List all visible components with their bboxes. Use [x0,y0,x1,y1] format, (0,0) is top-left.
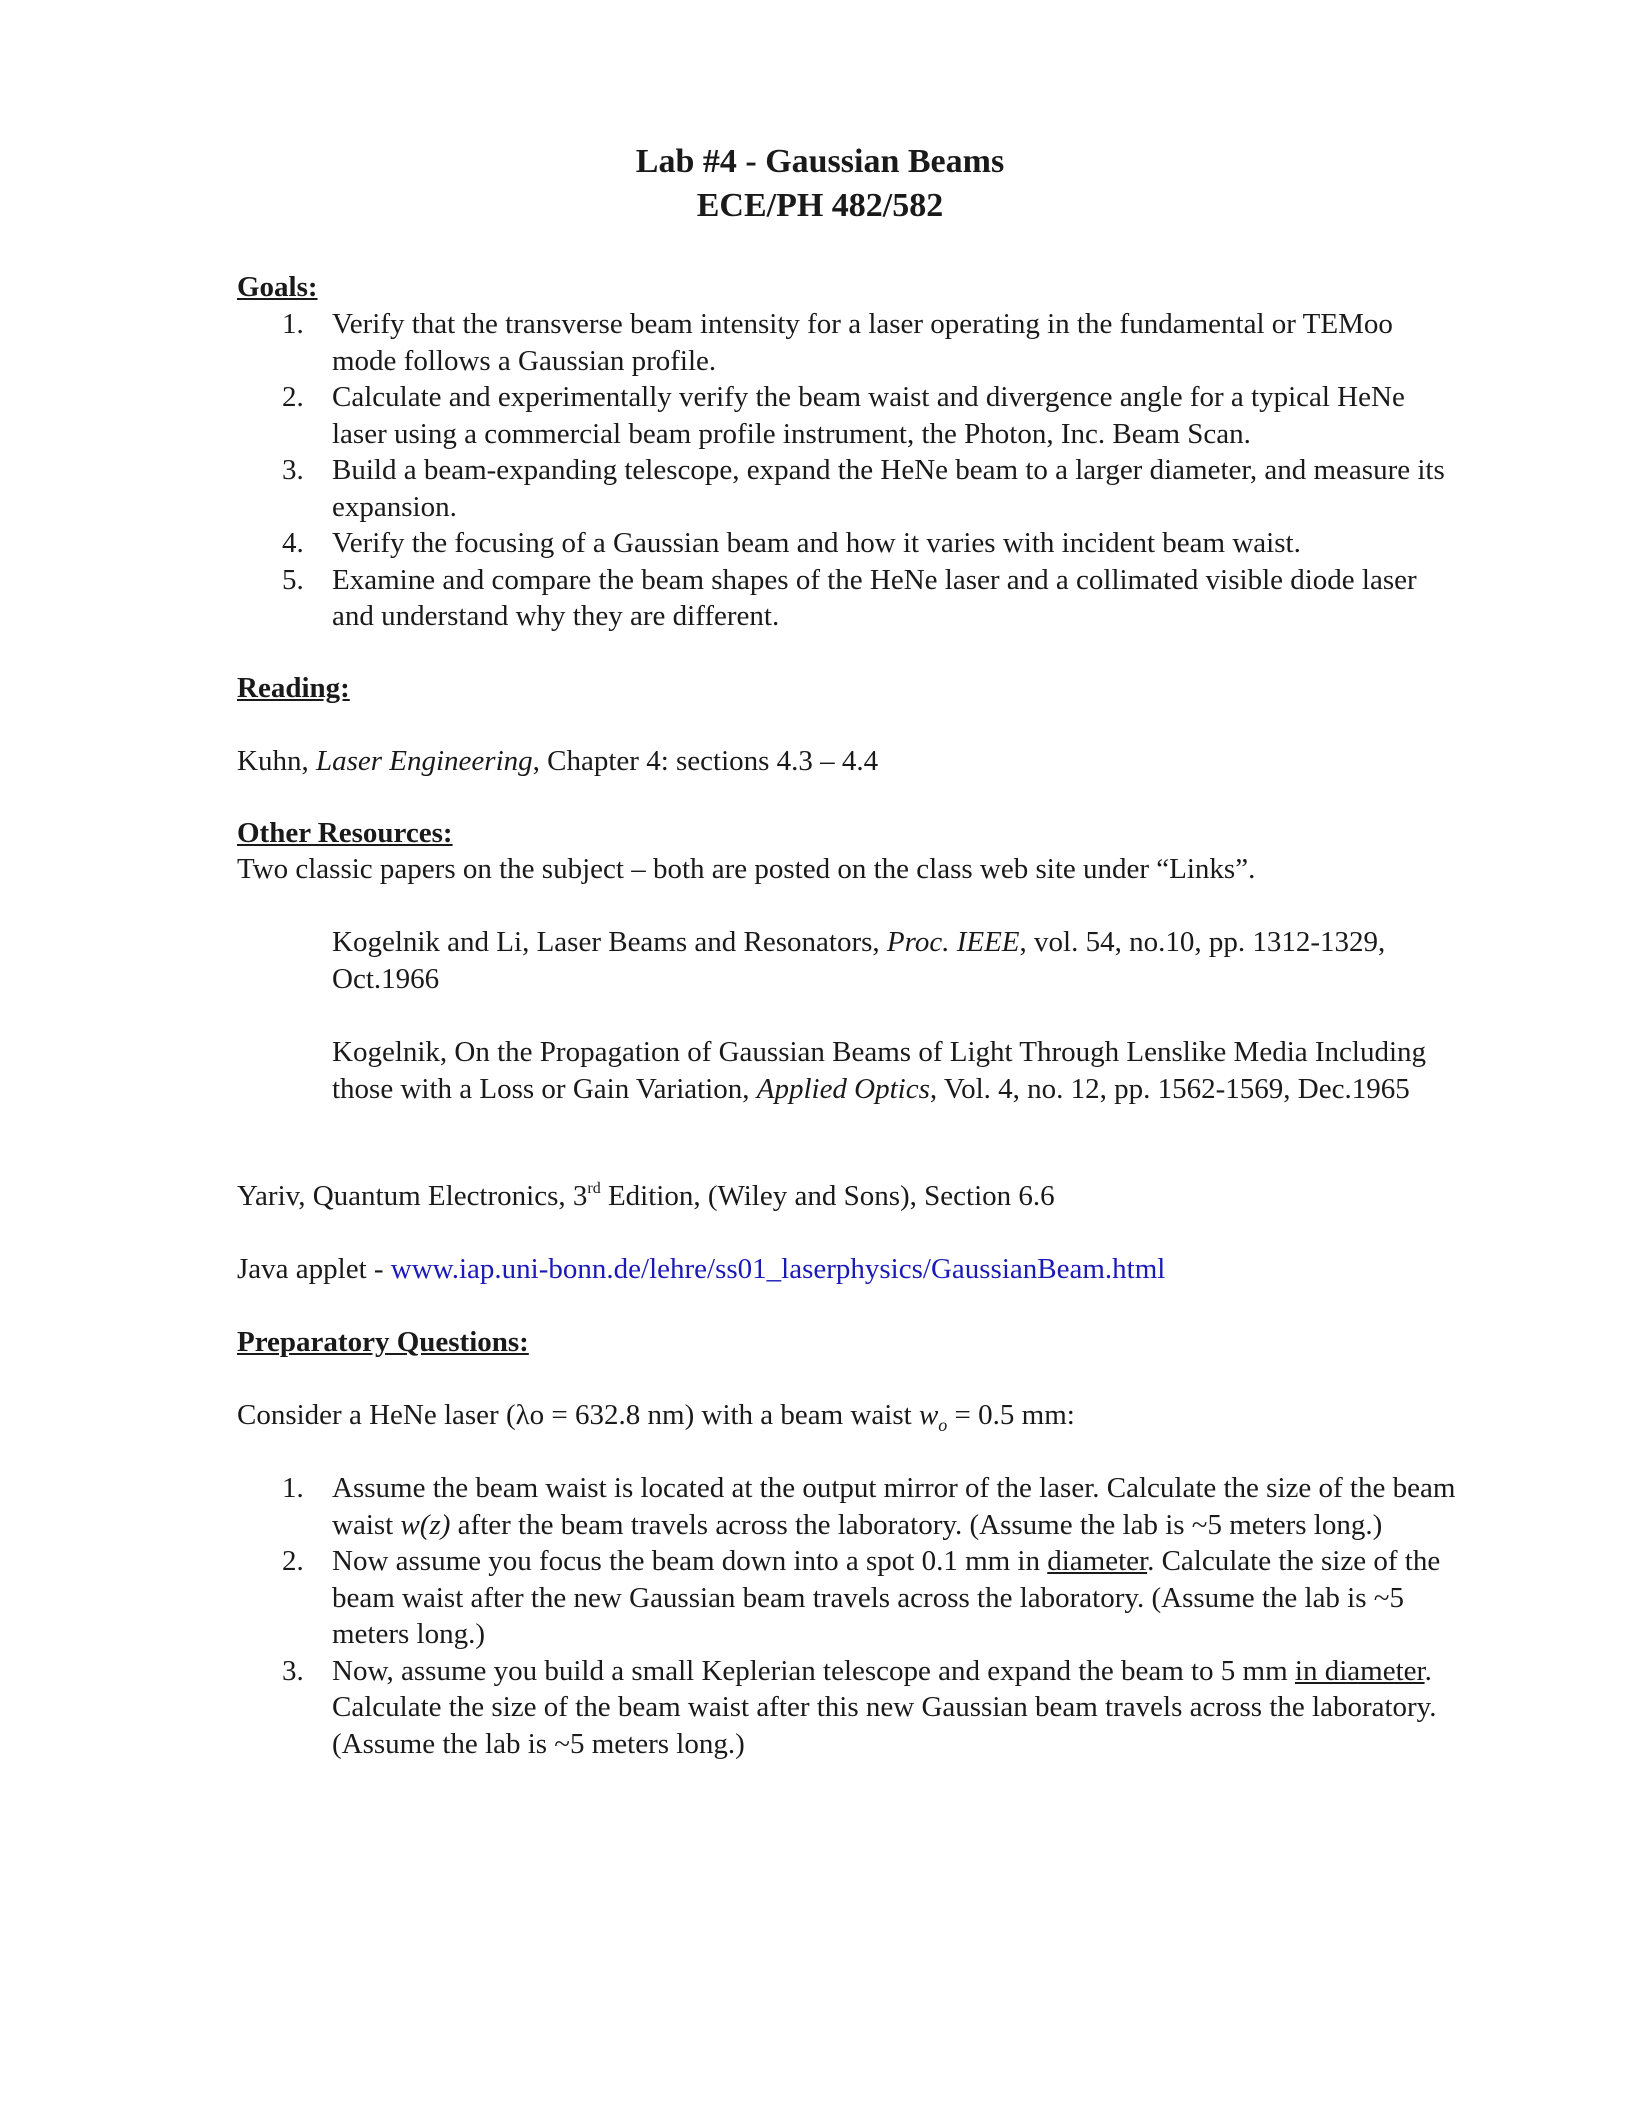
question-item [237,1470,1457,1543]
ref1-details: , vol. 54, no.10, pp. 1312-1329, Oct.1966 [332,926,1386,995]
question-symbol: w(z) [400,1508,451,1541]
goal-text: Calculate and experimentally verify the beam waist and divergence angle for a typical HeNe laser using a commercial beam profile instrument, the Photon, Inc. Beam Scan. [332,381,1405,450]
goal-text: Build a beam-expanding telescope, expand the HeNe beam to a larger diameter, and measure its expansion. [332,454,1445,523]
reading-book-title: Laser Engineering [315,745,533,777]
prep-intro-value: = 0.5 mm: [947,1399,1075,1431]
list-number: 3. [282,454,304,486]
question-text: . Calculate the size of the beam waist after the new Gaussian beam travels across the laboratory. (Assume the lab is ~5 meters long.) [332,1545,1441,1650]
java-applet-label: Java applet - [237,1253,391,1285]
list-number: 5. [282,563,304,596]
prep-intro [237,1397,1075,1443]
list-number: 2. [282,1545,304,1577]
resources-intro: Two classic papers on the subject – both are posted on the class web site under “Links”. [237,853,1256,885]
ref1-journal: Proc. IEEE [886,926,1020,958]
question-underlined: diameter [1047,1545,1148,1577]
goal-text: Examine and compare the beam shapes of the HeNe laser and a collimated visible diode laser and understand why they are different. [332,563,1417,632]
question-text: . Calculate the size of the beam waist after this new Gaussian beam travels across the laboratory. (Assume the lab is ~5 meters long.) [332,1654,1437,1760]
ref1-text: Kogelnik and Li, Laser Beams and Resonators, [332,926,887,958]
list-number: 1. [282,308,304,340]
reference-kogelnik-li [332,924,1462,997]
prep-heading: Preparatory Questions: [237,1326,529,1358]
ref2-details: , Vol. 4, no. 12, pp. 1562-1569, Dec.1965 [929,1072,1410,1105]
reference-yariv [237,1178,1055,1214]
prep-intro-text: Consider a HeNe laser (λo = 632.8 nm) with a beam waist [237,1399,919,1431]
reference-kogelnik [332,1034,1462,1107]
list-number: 4. [282,527,304,559]
yariv-text: Yariv, Quantum Electronics, 3 [237,1180,588,1212]
resources-heading: Other Resources: [237,817,453,849]
prep-questions-list [237,1470,1457,1762]
goal-item [237,562,1457,635]
ref2-journal: Applied Optics [756,1072,930,1105]
goal-text: Verify that the transverse beam intensity for a laser operating in the fundamental or TEMoo mode follows a Gaussian profile. [332,308,1393,377]
reading-reference [237,743,878,779]
waist-subscript: o [938,1414,948,1435]
goal-item [237,379,1457,452]
question-text: Assume the beam waist is located at the output mirror of the laser. Calculate the size of the beam waist [332,1472,1456,1541]
yariv-superscript: rd [587,1180,601,1197]
goal-item [237,306,1457,379]
yariv-details: Edition, (Wiley and Sons), Section 6.6 [600,1180,1055,1212]
reading-heading: Reading: [237,672,350,704]
question-item [237,1653,1457,1763]
goals-list [237,306,1457,635]
java-applet-line [237,1251,1165,1287]
reading-author: Kuhn, [237,745,316,777]
list-number: 1. [282,1472,304,1504]
document-title: Lab #4 - Gaussian Beams [635,143,1005,180]
question-item [237,1543,1457,1653]
course-code: ECE/PH 482/582 [696,187,944,224]
goal-item [237,452,1457,525]
list-number: 3. [282,1654,304,1687]
question-text: Now, assume you build a small Keplerian telescope and expand the beam to 5 mm [332,1654,1295,1687]
list-number: 2. [282,381,304,413]
goals-heading: Goals: [237,271,318,303]
ref2-text: Kogelnik, On the Propagation of Gaussian Beams of Light Through Lenslike Media Including those with a Loss or Gain Variation, [332,1036,1427,1105]
java-applet-link[interactable]: www.iap.uni-bonn.de/lehre/ss01_laserphysics/GaussianBeam.html [390,1253,1166,1285]
reading-sections: , Chapter 4: sections 4.3 – 4.4 [532,745,879,777]
question-text: Now assume you focus the beam down into a spot 0.1 mm in [332,1545,1048,1577]
goal-text: Verify the focusing of a Gaussian beam and how it varies with incident beam waist. [332,527,1301,559]
question-text: after the beam travels across the laboratory. (Assume the lab is ~5 meters long.) [450,1508,1383,1541]
goal-item [237,525,1457,562]
waist-symbol: w [918,1399,939,1431]
question-underlined: in diameter [1294,1654,1425,1687]
